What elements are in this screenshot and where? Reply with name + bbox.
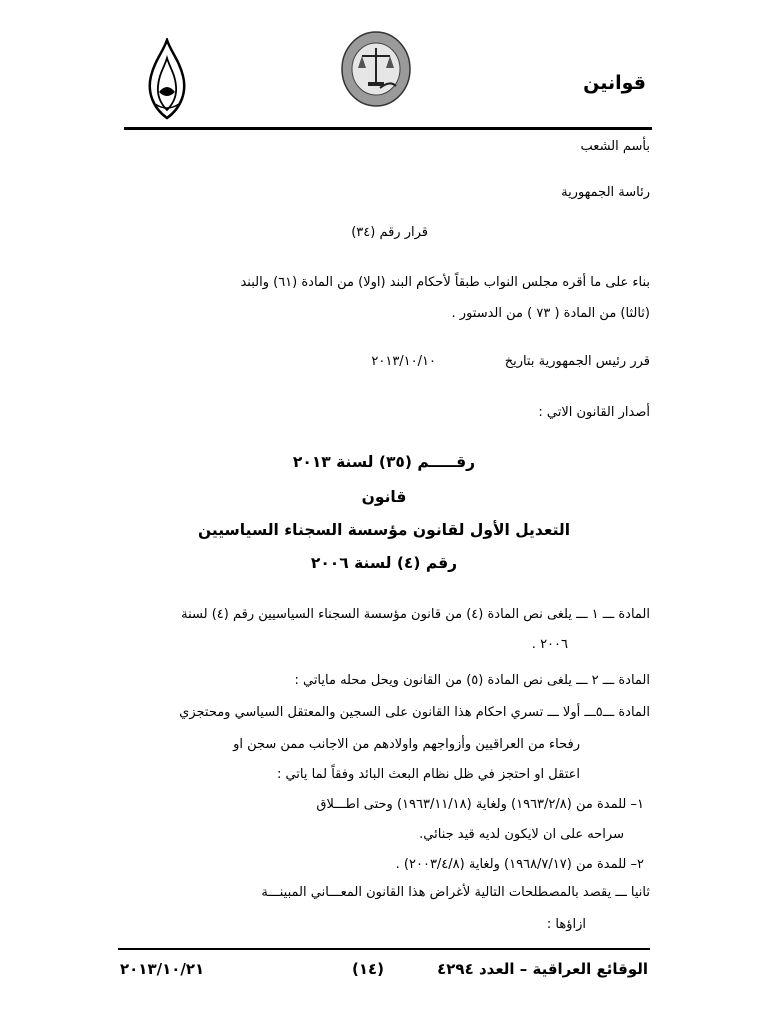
- footer-gazette-issue: الوقائع العراقية – العدد ٤٢٩٤: [437, 960, 648, 978]
- issue-line: أصدار القانون الاتي :: [538, 405, 650, 420]
- law-title-heading: التعديل الأول لقانون مؤسسة السجناء السياسيين: [197, 521, 571, 539]
- item-1-line-1: ١– للمدة من (١٩٦٣/٢/٨) ولغاية (١٩٦٣/١١/١٨) وحتى اطـــلاق: [316, 797, 644, 812]
- article-2-line: المادة ـــ ٢ ـــ يلغى نص المادة (٥) من القانون ويحل محله ماياتي :: [294, 673, 650, 688]
- footer-rule: [118, 948, 650, 950]
- footer-page-number: (١٤): [352, 960, 385, 978]
- ministry-seal: [340, 30, 412, 108]
- item-1-line-2: سراحه على ان لايكون لديه قيد جنائي.: [419, 827, 624, 842]
- item-2-line: ٢– للمدة من (١٩٦٨/٧/١٧) ولغاية (٢٠٠٣/٤/٨) .: [395, 857, 644, 872]
- section-title: قوانين: [583, 72, 646, 94]
- article-5-line-1: المادة ـــ٥ـــ أولا ـــ تسري احكام هذا القانون على السجين والمعتقل السياسي ومحتجزي: [179, 705, 650, 720]
- law-word-heading: قانون: [361, 488, 407, 506]
- presidency-line: رئاسة الجمهورية: [561, 185, 650, 200]
- gazette-logo: [143, 38, 191, 122]
- decided-by-line: قرر رئيس الجمهورية بتاريخ: [504, 354, 650, 369]
- article-5-line-2: رفحاء من العراقيين وأزواجهم واولادهم من الاجانب ممن سجن او: [233, 737, 580, 752]
- article-1-line-1: المادة ـــ ١ ـــ يلغى نص المادة (٤) من قانون مؤسسة السجناء السياسيين رقم (٤) لسنة: [181, 607, 650, 622]
- second-line-1: ثانيا ـــ يقصد بالمصطلحات التالية لأغراض هذا القانون المعـــاني المبينـــة: [261, 885, 650, 900]
- in-name-line: بأسم الشعب: [580, 139, 650, 154]
- decided-date: ٢٠١٣/١٠/١٠: [371, 354, 436, 369]
- header-rule: [124, 127, 652, 130]
- article-1-line-2: ٢٠٠٦ .: [531, 637, 568, 652]
- footer-date: ٢٠١٣/١٠/٢١: [120, 960, 205, 978]
- basis-line-2: (ثالثا) من المادة ( ٧٣ ) من الدستور .: [451, 306, 650, 321]
- law-number-heading: رقـــــم (٣٥) لسنة ٢٠١٣: [292, 453, 476, 471]
- basis-line-1: بناء على ما أقره مجلس النواب طبقاً لأحكام البند (اولا) من المادة (٦١) والبند: [240, 275, 650, 290]
- article-5-line-3: اعتقل او احتجز في ظل نظام البعث البائد وفقاً لما ياتي :: [276, 767, 580, 782]
- law-ref-heading: رقم (٤) لسنة ٢٠٠٦: [310, 554, 458, 572]
- decision-number: قرار رقم (٣٤): [351, 225, 428, 240]
- second-line-2: ازاؤها :: [546, 917, 586, 932]
